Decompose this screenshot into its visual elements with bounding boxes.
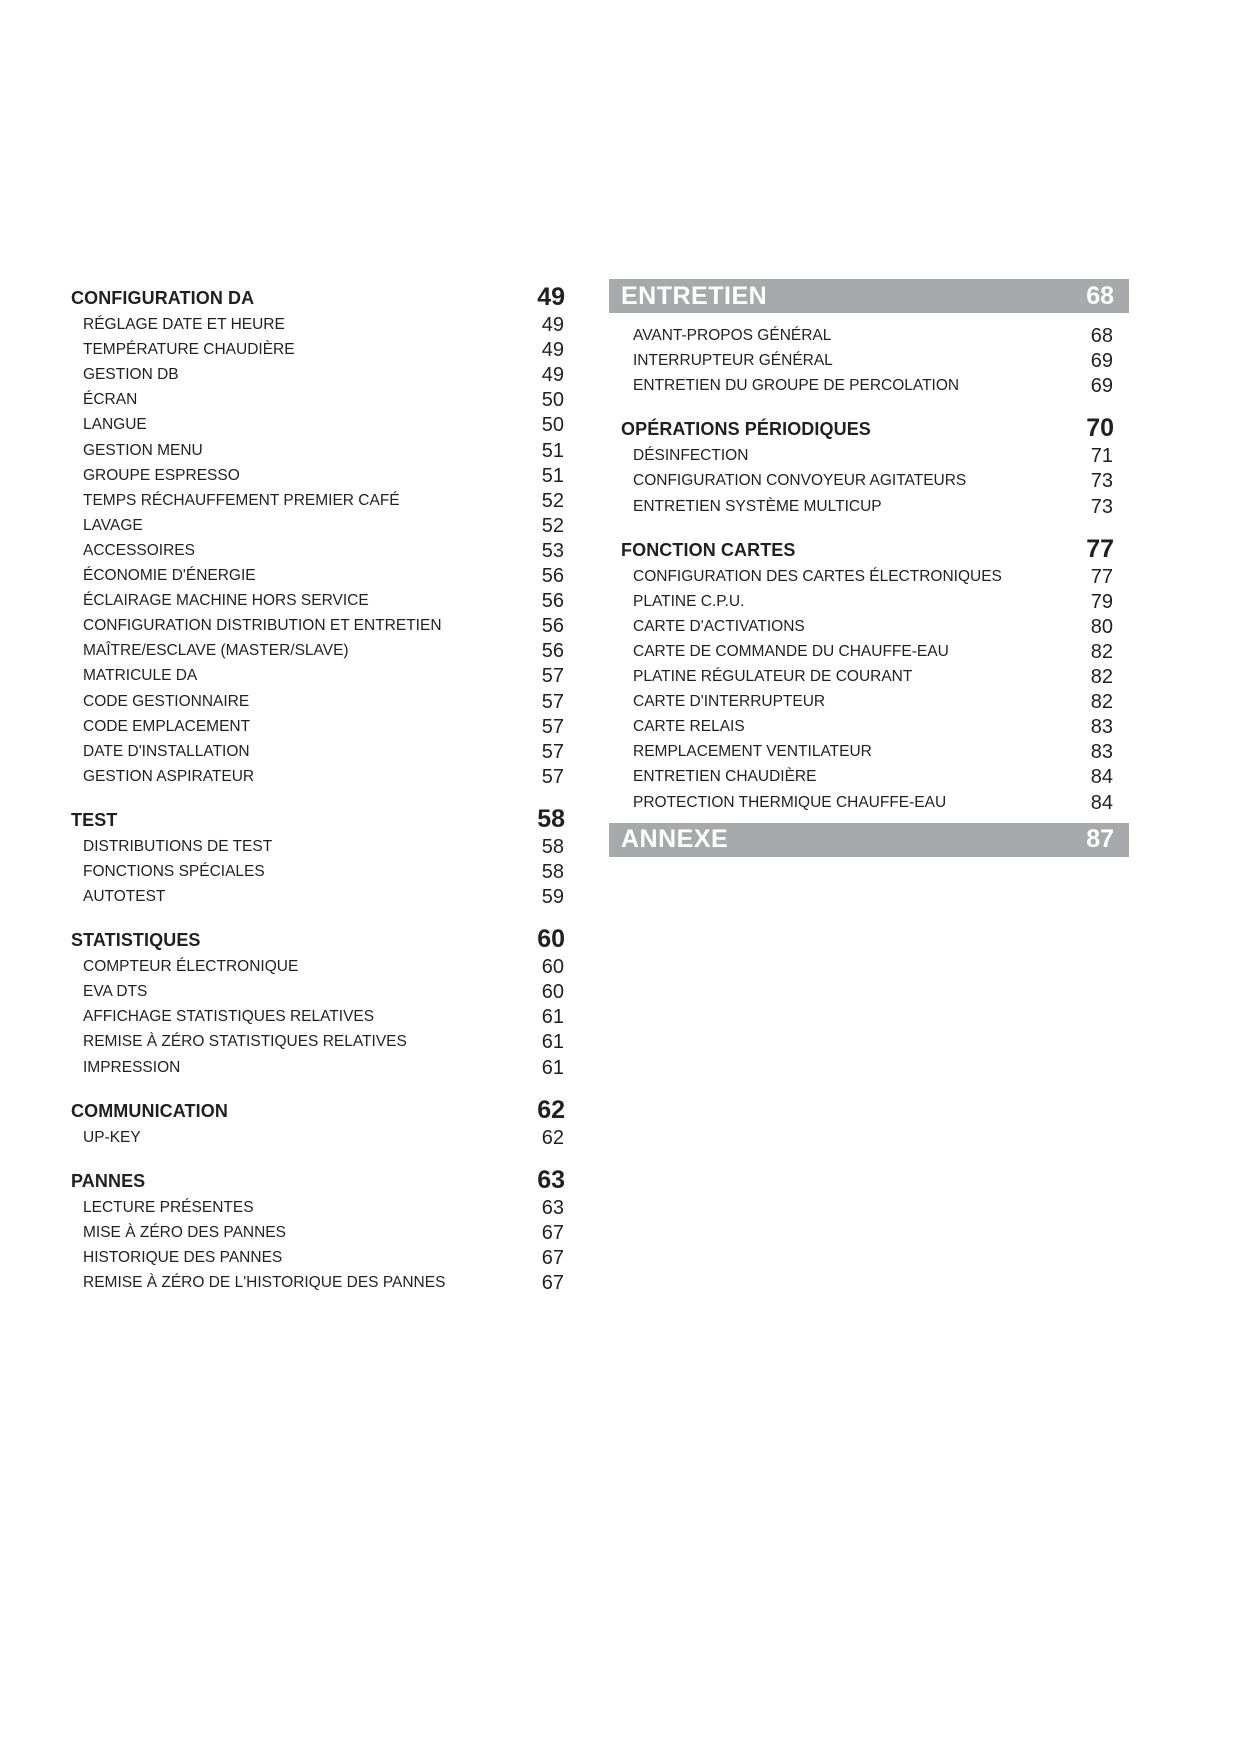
entry-page-number: 50 bbox=[541, 389, 564, 412]
entry-label: REMISE À ZÉRO DE L'HISTORIQUE DES PANNES bbox=[83, 1274, 446, 1291]
toc-entry[interactable] bbox=[71, 511, 565, 536]
toc-entry[interactable] bbox=[71, 385, 565, 410]
entry-label: DISTRIBUTIONS DE TEST bbox=[83, 837, 273, 855]
section-title: PANNES bbox=[71, 1170, 146, 1191]
toc-entry[interactable] bbox=[609, 737, 1129, 762]
entry-label: CONFIGURATION CONVOYEUR AGITATEURS bbox=[633, 472, 967, 490]
entry-page-number: 83 bbox=[1090, 741, 1113, 764]
toc-entry[interactable] bbox=[609, 662, 1129, 687]
toc-section-statistiques bbox=[71, 921, 565, 1077]
entry-label: MATRICULE DA bbox=[83, 667, 198, 685]
section-page-number: 77 bbox=[1086, 534, 1114, 563]
entry-page-number: 49 bbox=[541, 364, 564, 387]
toc-section-fonction-cartes bbox=[609, 531, 1129, 813]
entry-page-number: 69 bbox=[1090, 350, 1113, 373]
entry-page-number: 71 bbox=[1090, 445, 1113, 468]
entry-label: MISE À ZÉRO DES PANNES bbox=[83, 1223, 286, 1241]
entry-label: CARTE DE COMMANDE DU CHAUFFE-EAU bbox=[633, 642, 949, 660]
toc-section-configuration-da bbox=[71, 279, 565, 787]
section-heading[interactable] bbox=[609, 531, 1129, 562]
entry-page-number: 57 bbox=[541, 665, 564, 688]
entry-page-number: 68 bbox=[1090, 325, 1113, 348]
toc-entry[interactable] bbox=[71, 832, 565, 857]
toc-entry[interactable] bbox=[71, 712, 565, 737]
toc-entry[interactable] bbox=[71, 1268, 565, 1293]
toc-entry[interactable] bbox=[71, 586, 565, 611]
entry-page-number: 57 bbox=[541, 715, 564, 738]
entry-page-number: 82 bbox=[1090, 640, 1113, 663]
toc-entry[interactable] bbox=[609, 371, 1129, 396]
toc-left-column bbox=[71, 279, 565, 1293]
toc-entry[interactable] bbox=[71, 435, 565, 460]
section-title: CONFIGURATION DA bbox=[71, 288, 255, 308]
entry-page-number: 67 bbox=[541, 1221, 564, 1244]
chapter-title: ANNEXE bbox=[621, 825, 729, 853]
toc-section-communication bbox=[71, 1092, 565, 1148]
section-title: STATISTIQUES bbox=[71, 930, 201, 951]
entry-page-number: 56 bbox=[541, 640, 564, 663]
entry-page-number: 82 bbox=[1090, 691, 1113, 714]
entry-label: GESTION ASPIRATEUR bbox=[83, 767, 255, 785]
toc-entry[interactable] bbox=[609, 346, 1129, 371]
entry-label: ACCESSOIRES bbox=[83, 541, 195, 559]
toc-entry[interactable] bbox=[71, 1243, 565, 1268]
toc-entry[interactable] bbox=[609, 787, 1129, 812]
section-title: TEST bbox=[71, 809, 118, 830]
section-page-number: 63 bbox=[537, 1165, 565, 1194]
entry-label: ÉCONOMIE D'ÉNERGIE bbox=[83, 567, 256, 585]
entry-page-number: 53 bbox=[541, 539, 564, 562]
toc-entry[interactable] bbox=[71, 762, 565, 787]
toc-entry[interactable] bbox=[71, 360, 565, 385]
entry-label: TEMPS RÉCHAUFFEMENT PREMIER CAFÉ bbox=[83, 491, 400, 509]
entry-page-number: 49 bbox=[541, 314, 564, 337]
entry-label: LECTURE PRÉSENTES bbox=[83, 1198, 254, 1216]
chapter-page-number: 68 bbox=[1086, 281, 1114, 310]
entry-page-number: 52 bbox=[541, 489, 564, 512]
toc-entry[interactable] bbox=[71, 1193, 565, 1218]
entry-page-number: 77 bbox=[1090, 565, 1113, 588]
entry-page-number: 58 bbox=[541, 835, 564, 858]
toc-entry[interactable] bbox=[609, 491, 1129, 516]
entry-page-number: 82 bbox=[1090, 666, 1113, 689]
toc-entry[interactable] bbox=[71, 977, 565, 1002]
entry-label: PLATINE C.P.U. bbox=[633, 592, 745, 610]
toc-entry[interactable] bbox=[71, 1052, 565, 1077]
toc-entry[interactable] bbox=[609, 762, 1129, 787]
entry-page-number: 69 bbox=[1090, 375, 1113, 398]
entry-page-number: 60 bbox=[541, 981, 564, 1004]
section-heading[interactable] bbox=[71, 1092, 565, 1123]
entry-label: DATE D'INSTALLATION bbox=[83, 742, 250, 760]
section-page-number: 58 bbox=[537, 804, 565, 833]
chapter-banner-annexe[interactable] bbox=[609, 823, 1129, 857]
entry-label: GESTION DB bbox=[83, 366, 179, 384]
toc-entry[interactable] bbox=[71, 410, 565, 435]
entry-label: DÉSINFECTION bbox=[633, 447, 749, 465]
toc-entry[interactable] bbox=[71, 857, 565, 882]
entry-page-number: 67 bbox=[541, 1246, 564, 1269]
toc-entry[interactable] bbox=[609, 466, 1129, 491]
toc-entry[interactable] bbox=[71, 310, 565, 335]
toc-right-column bbox=[609, 279, 1129, 863]
section-title: FONCTION CARTES bbox=[621, 539, 796, 560]
entry-page-number: 56 bbox=[541, 590, 564, 613]
toc-entry[interactable] bbox=[609, 321, 1129, 346]
entry-page-number: 73 bbox=[1090, 495, 1113, 518]
toc-entry[interactable] bbox=[71, 611, 565, 636]
toc-entry[interactable] bbox=[71, 335, 565, 360]
entry-label: CODE EMPLACEMENT bbox=[83, 717, 251, 735]
entry-label: IMPRESSION bbox=[83, 1058, 181, 1076]
entry-label: HISTORIQUE DES PANNES bbox=[83, 1248, 283, 1266]
entry-page-number: 61 bbox=[541, 1006, 564, 1029]
entry-page-number: 56 bbox=[541, 565, 564, 588]
entry-page-number: 84 bbox=[1090, 791, 1113, 814]
entry-label: UP-KEY bbox=[83, 1128, 141, 1146]
entry-label: ENTRETIEN CHAUDIÈRE bbox=[633, 768, 817, 786]
entry-page-number: 59 bbox=[541, 886, 564, 909]
entry-page-number: 61 bbox=[541, 1031, 564, 1054]
entry-label: AFFICHAGE STATISTIQUES RELATIVES bbox=[83, 1008, 375, 1026]
entry-label: CODE GESTIONNAIRE bbox=[83, 692, 250, 710]
toc-entry[interactable] bbox=[71, 486, 565, 511]
entry-label: FONCTIONS SPÉCIALES bbox=[83, 862, 265, 880]
entry-label: INTERRUPTEUR GÉNÉRAL bbox=[633, 352, 833, 370]
entry-page-number: 84 bbox=[1090, 766, 1113, 789]
toc-entry[interactable] bbox=[71, 536, 565, 561]
section-page-number: 70 bbox=[1086, 414, 1114, 443]
entry-label: AVANT-PROPOS GÉNÉRAL bbox=[633, 327, 832, 345]
entry-label: REMISE À ZÉRO STATISTIQUES RELATIVES bbox=[83, 1033, 407, 1051]
entry-page-number: 49 bbox=[541, 339, 564, 362]
toc-entry[interactable] bbox=[609, 562, 1129, 587]
section-page-number: 62 bbox=[537, 1095, 565, 1124]
entry-label: CARTE D'INTERRUPTEUR bbox=[633, 693, 826, 711]
entry-page-number: 60 bbox=[541, 956, 564, 979]
entry-page-number: 51 bbox=[541, 439, 564, 462]
entry-page-number: 80 bbox=[1090, 615, 1113, 638]
entry-page-number: 79 bbox=[1090, 590, 1113, 613]
entry-label: ENTRETIEN DU GROUPE DE PERCOLATION bbox=[633, 377, 960, 395]
toc-entry[interactable] bbox=[71, 1027, 565, 1052]
entry-page-number: 57 bbox=[541, 690, 564, 713]
toc-entry[interactable] bbox=[609, 612, 1129, 637]
chapter-banner-entretien[interactable] bbox=[609, 279, 1129, 313]
section-heading[interactable] bbox=[609, 410, 1129, 441]
entry-label: EVA DTS bbox=[83, 983, 148, 1001]
toc-entry[interactable] bbox=[71, 1123, 565, 1148]
entry-label: PLATINE RÉGULATEUR DE COURANT bbox=[633, 668, 913, 686]
entry-label: MAÎTRE/ESCLAVE (MASTER/SLAVE) bbox=[83, 642, 349, 660]
entry-page-number: 52 bbox=[541, 514, 564, 537]
entry-page-number: 83 bbox=[1090, 716, 1113, 739]
entry-label: LAVAGE bbox=[83, 516, 143, 534]
entry-page-number: 58 bbox=[541, 860, 564, 883]
entry-page-number: 50 bbox=[541, 414, 564, 437]
section-heading[interactable] bbox=[71, 801, 565, 832]
entry-label: COMPTEUR ÉLECTRONIQUE bbox=[83, 958, 299, 976]
entry-page-number: 61 bbox=[541, 1056, 564, 1079]
toc-entry[interactable] bbox=[71, 1218, 565, 1243]
entry-label: RÉGLAGE DATE ET HEURE bbox=[83, 316, 285, 334]
toc-entry[interactable] bbox=[609, 687, 1129, 712]
entry-page-number: 57 bbox=[541, 740, 564, 763]
entry-label: CARTE D'ACTIVATIONS bbox=[633, 617, 805, 635]
section-heading[interactable] bbox=[71, 1162, 565, 1193]
entry-page-number: 63 bbox=[541, 1196, 564, 1219]
section-page-number: 49 bbox=[537, 283, 565, 311]
chapter-page-number: 87 bbox=[1086, 825, 1114, 853]
chapter-title: ENTRETIEN bbox=[621, 281, 768, 310]
section-title: COMMUNICATION bbox=[71, 1100, 228, 1121]
entry-label: CONFIGURATION DES CARTES ÉLECTRONIQUES bbox=[633, 567, 1002, 585]
entry-label: CARTE RELAIS bbox=[633, 718, 745, 736]
entry-label: CONFIGURATION DISTRIBUTION ET ENTRETIEN bbox=[83, 617, 442, 635]
entry-label: GESTION MENU bbox=[83, 441, 203, 459]
toc-entry[interactable] bbox=[71, 661, 565, 686]
toc-section-test bbox=[71, 801, 565, 907]
toc-entry[interactable] bbox=[71, 636, 565, 661]
entry-page-number: 73 bbox=[1090, 470, 1113, 493]
toc-entry[interactable] bbox=[609, 637, 1129, 662]
entry-page-number: 51 bbox=[541, 464, 564, 487]
entry-label: REMPLACEMENT VENTILATEUR bbox=[633, 743, 872, 761]
entry-label: AUTOTEST bbox=[83, 888, 166, 906]
toc-section-entretien bbox=[609, 321, 1129, 396]
entry-label: PROTECTION THERMIQUE CHAUFFE-EAU bbox=[633, 793, 947, 811]
toc-section-pannes bbox=[71, 1162, 565, 1293]
toc-entry[interactable] bbox=[71, 686, 565, 711]
entry-label: ÉCLAIRAGE MACHINE HORS SERVICE bbox=[83, 592, 369, 610]
entry-page-number: 62 bbox=[541, 1126, 564, 1149]
toc-entry[interactable] bbox=[609, 712, 1129, 737]
section-page-number: 60 bbox=[537, 925, 565, 954]
section-heading[interactable] bbox=[71, 921, 565, 952]
entry-page-number: 56 bbox=[541, 615, 564, 638]
toc-entry[interactable] bbox=[609, 441, 1129, 466]
section-heading[interactable] bbox=[71, 279, 565, 310]
entry-label: LANGUE bbox=[83, 416, 147, 434]
toc-entry[interactable] bbox=[71, 1002, 565, 1027]
entry-page-number: 57 bbox=[541, 765, 564, 788]
toc-entry[interactable] bbox=[71, 952, 565, 977]
entry-label: ENTRETIEN SYSTÈME MULTICUP bbox=[633, 497, 882, 515]
entry-label: TEMPÉRATURE CHAUDIÈRE bbox=[83, 341, 295, 359]
toc-section-operations-periodiques bbox=[609, 410, 1129, 516]
section-title: OPÉRATIONS PÉRIODIQUES bbox=[621, 419, 871, 440]
entry-label: GROUPE ESPRESSO bbox=[83, 466, 240, 484]
toc-entry[interactable] bbox=[71, 561, 565, 586]
toc-entry[interactable] bbox=[71, 461, 565, 486]
toc-entry[interactable] bbox=[609, 587, 1129, 612]
entry-label: ÉCRAN bbox=[83, 391, 138, 409]
toc-entry[interactable] bbox=[71, 882, 565, 907]
toc-entry[interactable] bbox=[71, 737, 565, 762]
entry-page-number: 67 bbox=[541, 1272, 564, 1294]
